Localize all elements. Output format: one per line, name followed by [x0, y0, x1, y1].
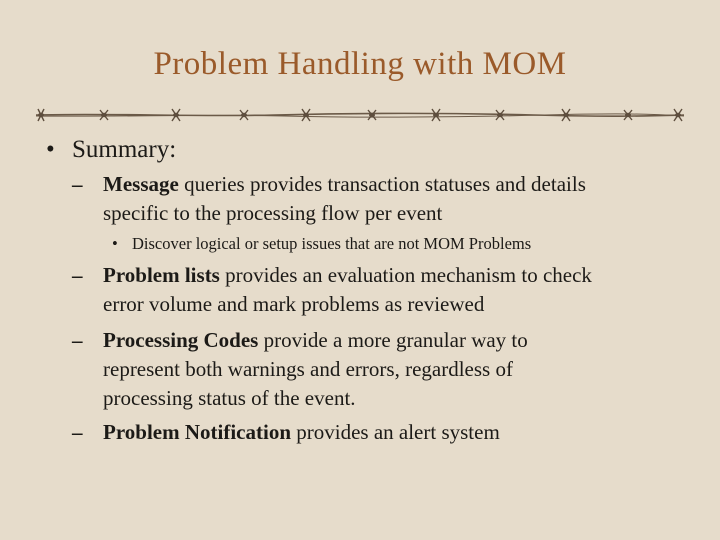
summary-bullet: [46, 134, 176, 166]
dash-marker: –: [72, 328, 83, 352]
item-text-line: error volume and mark problems as reviewed: [103, 292, 485, 316]
item-text-line: provide a more granular way to: [258, 328, 528, 352]
item-text-line: queries provides transaction statuses and details: [178, 172, 586, 196]
barbed-wire-divider: [34, 104, 686, 126]
sub-bullet-text: Discover logical or setup issues that are not MOM Problems: [132, 234, 532, 253]
summary-label: Summary:: [72, 136, 177, 163]
item-keyword: Problem lists: [103, 263, 220, 287]
item-text-line: provides an evaluation mechanism to check: [219, 263, 592, 287]
slide-title: Problem Handling with MOM: [153, 46, 567, 82]
item-keyword: Processing Codes: [103, 328, 259, 352]
list-item-text: [103, 418, 500, 447]
list-item-message: [72, 170, 672, 228]
bullet-marker: •: [46, 136, 55, 163]
item-text-line: provides an alert system: [291, 420, 500, 444]
item-text-line: processing status of the event.: [103, 386, 356, 410]
list-item-text: [103, 170, 586, 228]
list-item-processing-codes: [72, 326, 672, 413]
sub-bullet-item: [112, 233, 531, 255]
list-item-text: [103, 326, 528, 413]
item-keyword: Message: [103, 172, 179, 196]
list-item-problem-lists: [72, 261, 672, 319]
sub-bullet-marker: •: [112, 234, 118, 253]
list-item-problem-notification: [72, 418, 672, 447]
dash-marker: –: [72, 172, 83, 196]
item-keyword: Problem Notification: [103, 420, 291, 444]
list-item-text: [103, 261, 592, 319]
dash-marker: –: [72, 420, 83, 444]
item-text-line: represent both warnings and errors, regardless of: [103, 357, 513, 381]
dash-marker: –: [72, 263, 83, 287]
item-text-line: specific to the processing flow per event: [103, 201, 443, 225]
